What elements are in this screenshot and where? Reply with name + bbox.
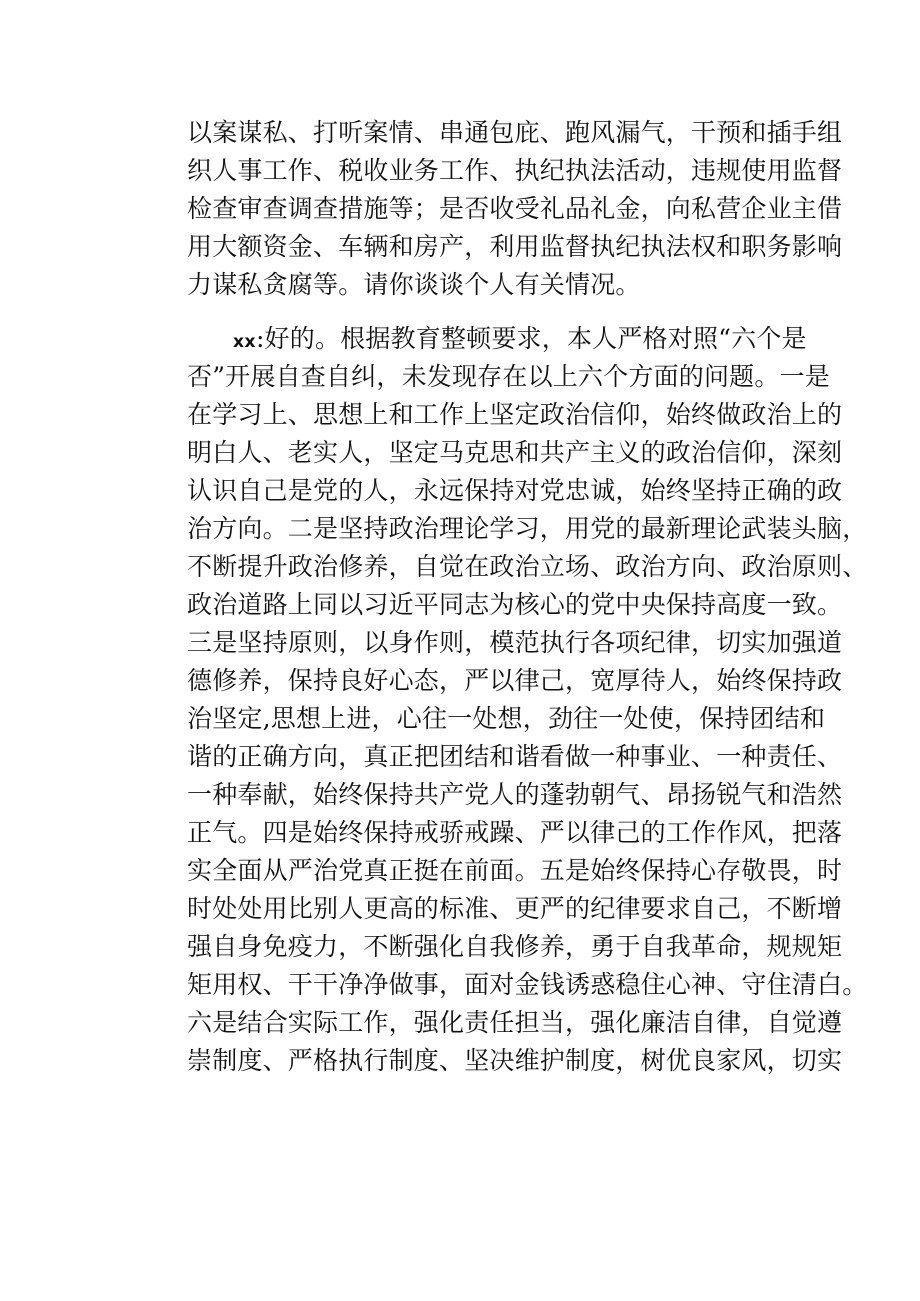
speaker-label: xx: [233, 332, 256, 352]
text-line: 治方向。二是坚持政治理论学习，用党的最新理论武装头脑，: [187, 514, 868, 543]
text-line: 崇制度、严格执行制度、坚决维护制度，树优良家风，切实: [187, 1046, 843, 1075]
text-line: 正气。四是始终保持戒骄戒躁、严以律己的工作作风，把落: [187, 818, 843, 847]
text-line: 以案谋私、打听案情、串通包庇、跑风漏气，干预和插手组: [187, 118, 843, 147]
question-paragraph: [187, 114, 843, 304]
text-line: 认识自己是党的人，永远保持对党忠诚，始终坚持正确的政: [187, 476, 843, 505]
text-line: 明白人、老实人，坚定马克思和共产主义的政治信仰，深刻: [187, 438, 843, 467]
text-line: 矩用权、干干净净做事，面对金钱诱惑稳住心神、守住清白。: [187, 970, 868, 999]
document-body: [187, 114, 868, 1080]
text-line: 三是坚持原则，以身作则，模范执行各项纪律，切实加强道: [187, 628, 843, 657]
text-line: 强自身免疫力，不断强化自我修养，勇于自我革命，规规矩: [187, 932, 843, 961]
answer-first-line: [187, 320, 807, 358]
text-line: 用大额资金、车辆和房产，利用监督执纪执法权和职务影响: [187, 232, 843, 261]
text-line: 织人事工作、税收业务工作、执纪执法活动，违规使用监督: [187, 156, 843, 185]
text-line: 政治道路上同以习近平同志为核心的党中央保持高度一致。: [187, 590, 843, 619]
text-line: 时处处用比别人更高的标准、更严的纪律要求自己，不断增: [187, 894, 843, 923]
text-line: 实全面从严治党真正挺在前面。五是始终保持心存敬畏，时: [187, 856, 843, 885]
text-line: 不断提升政治修养，自觉在政治立场、政治方向、政治原则、: [187, 552, 868, 581]
text-line: 检查审查调查措施等；是否收受礼品礼金，向私营企业主借: [187, 194, 843, 223]
text-line: 在学习上、思想上和工作上坚定政治信仰，始终做政治上的: [187, 400, 843, 429]
text-line: 治坚定,思想上进，心往一处想，劲往一处使，保持团结和: [187, 704, 826, 733]
text-line: 否”开展自查自纠，未发现存在以上六个方面的问题。一是: [187, 362, 830, 391]
text-line: 谐的正确方向，真正把团结和谐看做一种事业、一种责任、: [187, 742, 843, 771]
answer-paragraph: [187, 358, 868, 1080]
text-line: 德修养，保持良好心态，严以律己，宽厚待人，始终保持政: [187, 666, 843, 695]
answer-first-line-text: :好的。根据教育整顿要求，本人严格对照“六个是: [255, 324, 807, 353]
text-line: 一种奉献，始终保持共产党人的蓬勃朝气、昂扬锐气和浩然: [187, 780, 843, 809]
text-line: 力谋私贪腐等。请你谈谈个人有关情况。: [187, 270, 641, 299]
text-line: 六是结合实际工作，强化责任担当，强化廉洁自律，自觉遵: [187, 1008, 843, 1037]
